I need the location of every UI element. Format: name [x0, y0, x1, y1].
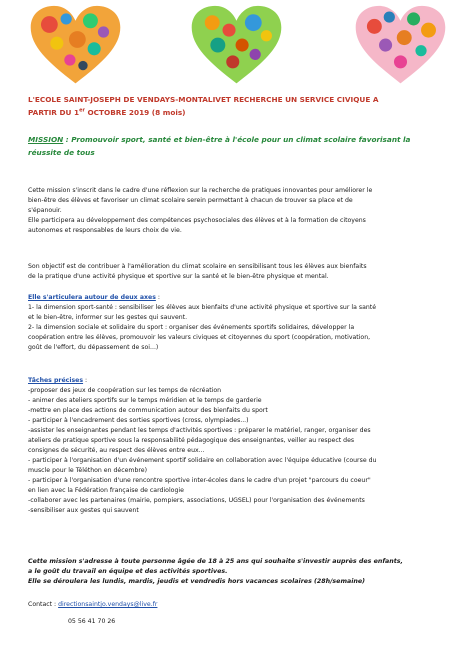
- objective-line: de la pratique d'une activité physique et sportive sur la santé et le bien-être physique et mental.: [28, 273, 329, 280]
- closing-line: Elle se déroulera les lundis, mardis, jeudis et vendredis hors vacances scolaires (28h/semaine): [28, 578, 366, 585]
- closing-line: a le goût du travail en équipe et des activités sportives.: [28, 568, 228, 575]
- announcement-title: [28, 94, 452, 119]
- task-line: -mettre en place des actions de communication autour des bienfaits du sport: [28, 407, 268, 414]
- task-line: - participer à l'encadrement des sorties sportives (cross, olympiades...): [28, 417, 249, 424]
- task-line: muscle pour le Téléthon en décembre): [28, 467, 148, 474]
- task-line: -assister les enseignantes pendant les temps d'activités sportives : préparer le matériel, ranger, organiser des: [28, 427, 371, 434]
- axes-line: coopération entre les élèves, promouvoir les valeurs civiques et citoyennes du sport (coopération, motivation,: [28, 334, 371, 341]
- axes-heading: Elle s'articulera autour de deux axes: [28, 294, 156, 301]
- tasks-heading-line: [28, 376, 452, 386]
- sports-heart-illustration-center: [189, 4, 284, 88]
- closing-line: Cette mission s'adresse à toute personne âgée de 18 à 25 ans qui souhaite s'investir auprès des enfants,: [28, 558, 403, 565]
- task-line: en lien avec la Fédération française de cardiologie: [28, 487, 184, 494]
- mission-line-1: [28, 134, 452, 147]
- mission-line-2: réussite de tous: [28, 147, 95, 157]
- mission-separator: :: [63, 135, 72, 144]
- intro-line: Elle participera au développement des compétences psychosociales des élèves et à la formation de citoyens: [28, 217, 366, 224]
- contact-label: Contact :: [28, 601, 59, 608]
- objective-line: Son objectif est de contribuer à l'amélioration du climat scolaire en sensibilisant tous les élèves aux bienfaits: [28, 263, 367, 270]
- axes-heading-line: [28, 293, 452, 303]
- title-line-2-end: OCTOBRE 2019 (8 mois): [84, 107, 186, 117]
- task-line: -collaborer avec les partenaires (mairie, pompiers, associations, UGSEL) pour l'organisation des événements: [28, 497, 365, 504]
- tasks-section: [28, 376, 452, 516]
- axes-heading-suffix: :: [155, 294, 160, 301]
- tasks-heading-suffix: :: [83, 377, 88, 384]
- axes-section: [28, 293, 452, 353]
- tasks-heading: Tâches précises: [28, 377, 84, 384]
- contact-line: [28, 600, 452, 610]
- intro-line: autonomes et responsables de leurs choix de vie.: [28, 227, 182, 234]
- task-line: -proposer des jeux de coopération sur les temps de récréation: [28, 387, 222, 394]
- intro-line: s'épanouir.: [28, 207, 62, 214]
- contact-phone: 05 56 41 70 26: [68, 618, 116, 625]
- intro-line: Cette mission s'inscrit dans le cadre d'une réflexion sur la recherche de pratiques innovantes pour améliorer le: [28, 187, 373, 194]
- decorative-header: [0, 0, 474, 90]
- title-line-1: L'ECOLE SAINT-JOSEPH DE VENDAYS-MONTALIVET RECHERCHE UN SERVICE CIVIQUE A: [28, 95, 379, 104]
- intro-paragraph: [28, 186, 452, 236]
- sports-heart-illustration-right: [353, 4, 448, 88]
- task-line: - participer à l'organisation d'une rencontre sportive inter-écoles dans le cadre d'un projet "parcours du coeur": [28, 477, 371, 484]
- axes-line: goût de l'effort, du dépassement de soi...): [28, 344, 159, 351]
- objective-paragraph: [28, 262, 452, 282]
- closing-paragraph: [28, 557, 452, 587]
- mission-statement: [28, 134, 452, 159]
- task-line: ateliers de pratique sportive sous la responsabilité pédagogique des enseignantes, veiller au respect des: [28, 437, 355, 444]
- task-line: -sensibiliser aux gestes qui sauvent: [28, 507, 139, 514]
- axes-line: 2- la dimension sociale et solidaire du sport : organiser des événements sportifs solidaires, développer la: [28, 324, 355, 331]
- task-line: - participer à l'organisation d'un événement sportif solidaire en collaboration avec l'équipe éducative (course du: [28, 457, 377, 464]
- title-line-2: [28, 107, 452, 120]
- intro-line: bien-être des élèves et favoriser un climat scolaire serein permettant à chacun de trouver sa place et de: [28, 197, 353, 204]
- task-line: consignes de sécurité, au respect des élèves entre eux...: [28, 447, 205, 454]
- mission-label: MISSION: [28, 135, 64, 144]
- mission-text-1: Promouvoir sport, santé et bien-être à l'école pour un climat scolaire favorisant la: [71, 135, 411, 144]
- task-line: - animer des ateliers sportifs sur le temps méridien et le temps de garderie: [28, 397, 262, 404]
- axes-line: et le bien-être, informer sur les gestes qui sauvent.: [28, 314, 188, 321]
- title-ordinal-suffix: er: [79, 107, 85, 114]
- title-line-2-start: PARTIR DU 1: [28, 107, 80, 117]
- contact-email-link[interactable]: directionsaintjo.vendays@live.fr: [58, 601, 158, 608]
- sports-heart-illustration-left: [28, 4, 123, 88]
- axes-line: 1- la dimension sport-santé : sensibiliser les élèves aux bienfaits d'une activité physique et sportive sur la santé: [28, 304, 377, 311]
